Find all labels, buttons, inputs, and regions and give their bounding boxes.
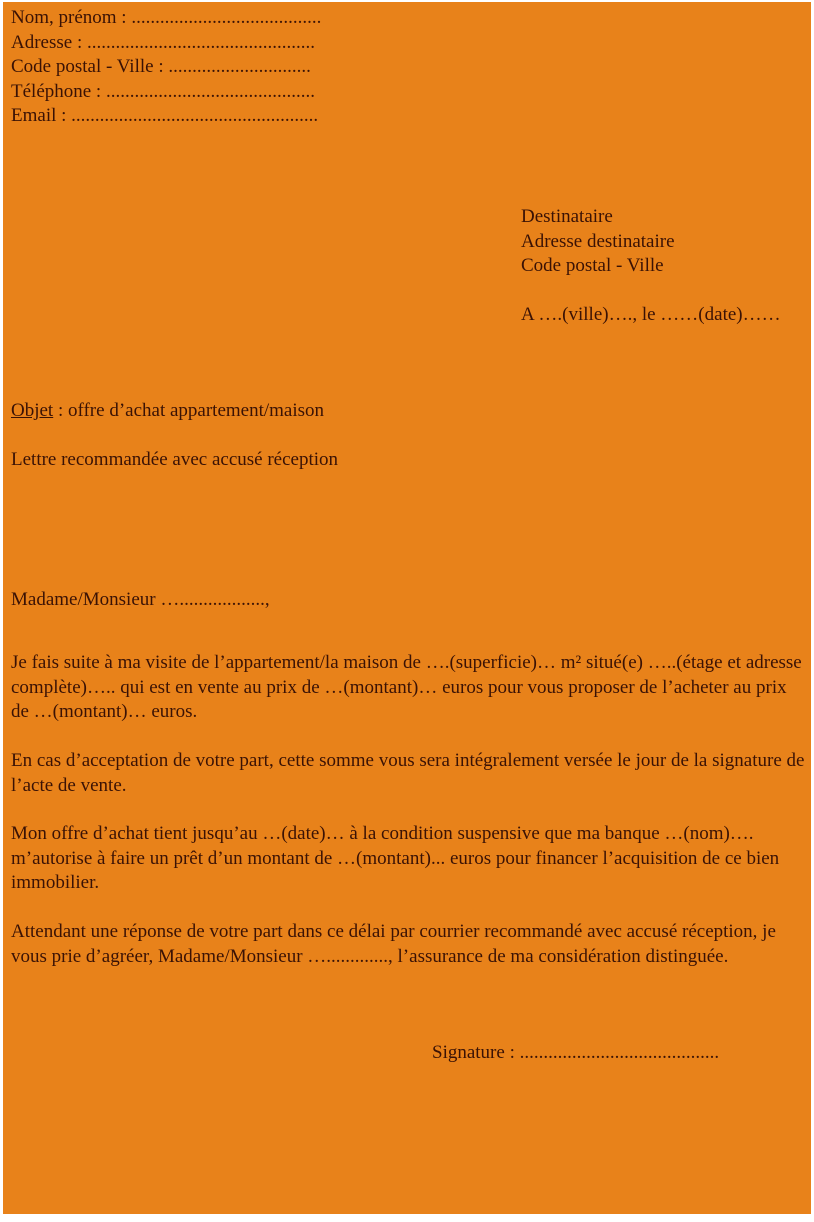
recipient-address-line: Adresse destinataire	[521, 230, 675, 252]
body-paragraph-1: Je fais suite à ma visite de l’appartement/la maison de ….(superficie)… m² situé(e) …..(étage et adresse complète)….. qui est en vente au prix de …(montant)… euros pour vous proposer de l’acheter au prix de …(montant)… euros.	[11, 652, 802, 722]
delivery-note: Lettre recommandée avec accusé réception	[11, 449, 339, 470]
recipient-address-block	[521, 205, 781, 328]
letter-page	[3, 2, 811, 1214]
body-paragraph-3: Mon offre d’achat tient jusqu’au …(date)… à la condition suspensive que ma banque …(nom)…. m’autorise à faire un prêt d’un montant de …(montant)... euros pour financer l’acquisition de ce bien immobilier.	[11, 823, 780, 893]
body-paragraph-4: Attendant une réponse de votre part dans ce délai par courrier recommandé avec accusé réception, je vous prie d’agréer, Madame/Monsieur …............., l’assurance de ma considération distinguée.	[11, 921, 776, 967]
subject-separator: :	[53, 400, 68, 421]
subject-label: Objet	[11, 400, 54, 421]
sender-address-line: Adresse : ................................................	[11, 31, 315, 53]
sender-address-block	[11, 6, 321, 129]
salutation: Madame/Monsieur …..................,	[11, 589, 270, 610]
sender-email-line: Email : ....................................................	[11, 105, 319, 126]
sender-postal-line: Code postal - Ville : ..............................	[11, 56, 311, 77]
subject-text: offre d’achat appartement/maison	[68, 400, 325, 421]
place-date-line: A ….(ville)…., le ……(date)……	[521, 304, 781, 325]
recipient-name-line: Destinataire	[521, 206, 613, 227]
body-paragraph-2: En cas d’acceptation de votre part, cette somme vous sera intégralement versée le jour de la signature de l’acte de vente.	[11, 750, 805, 796]
sender-name-line: Nom, prénom : ........................................	[11, 7, 322, 28]
sender-phone-line: Téléphone : ............................................	[11, 80, 315, 102]
subject-line	[11, 399, 324, 424]
recipient-postal-line: Code postal - Ville	[521, 255, 664, 276]
signature-line: Signature : ..........................................	[432, 1042, 720, 1063]
